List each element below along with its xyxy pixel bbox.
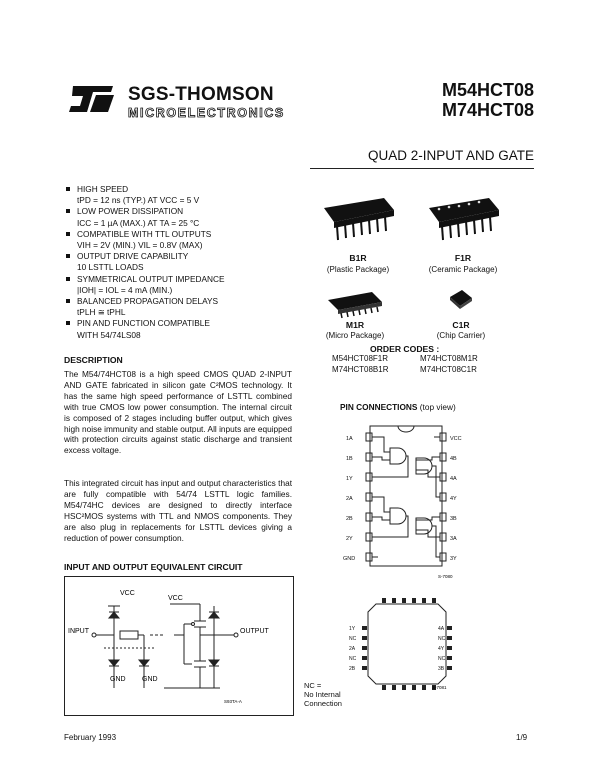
order-codes-heading: ORDER CODES : [370,344,440,354]
io-gnd-label-left: GND [110,676,126,683]
package-desc-f1r: (Ceramic Package) [428,265,498,274]
description-paragraph-1: The M54/74HCT08 is a high speed CMOS QUAD 2-INPUT AND GATE fabricated in silicon gate C²MOS technology. It has the same high speed performance of LSTTL combined with true CMOS low power consumption. The internal circuit is composed of 2 stages including buffer output, which gives high noise immunity and stable output. All inputs are equipped with protection circuits against static discharge and transient excess voltage. [64,369,292,456]
dip-pinout-diagram [340,422,470,582]
footer-date: February 1993 [64,733,117,742]
micro-package-image [320,288,390,320]
feature-item: BALANCED PROPAGATION DELAYS [64,296,294,307]
cc-pin-label: 1Y [349,626,356,632]
cc-pin-label: NC [438,636,446,642]
feature-item: COMPATIBLE WITH TTL OUTPUTS [64,229,294,240]
plastic-dip-package-image [320,192,400,248]
feature-item: OUTPUT DRIVE CAPABILITY [64,251,294,262]
feature-detail: ICC = 1 µA (MAX.) AT TA = 25 °C [77,217,200,228]
cc-pin-label: NC [349,636,357,642]
package-code-c1r: C1R [452,320,470,330]
pin-label: 3Y [450,556,457,562]
feature-item: HIGH SPEED [64,184,294,195]
io-circuit-heading: INPUT AND OUTPUT EQUIVALENT CIRCUIT [64,562,243,572]
pin-label: 2A [346,496,353,502]
feature-detail: 10 LSTTL LOADS [77,262,144,273]
feature-item: LOW POWER DISSIPATION [64,206,294,217]
page-title: QUAD 2-INPUT AND GATE [367,148,534,163]
feature-detail: VIH = 2V (MIN.) VIL = 0.8V (MAX) [77,240,203,251]
package-desc-b1r: (Plastic Package) [326,265,390,274]
brand-name: SGS-THOMSON [128,84,274,105]
pin-label: 1B [346,456,353,462]
cc-pin-label: 2B [349,666,356,672]
nc-note: NC = No Internal Connection [304,681,342,708]
package-desc-m1r: (Micro Package) [325,331,385,340]
pin-label: 3A [450,536,457,542]
io-output-label: OUTPUT [240,628,269,635]
ceramic-dip-package-image [425,192,505,248]
cc-pin-label: 4Y [438,646,445,652]
cc-pin-label: 2A [349,646,356,652]
pin-connections-title [340,402,456,412]
io-equivalent-circuit-diagram [64,576,294,716]
io-input-label: INPUT [68,628,89,635]
pin-label: 4A [450,476,457,482]
division-name: MICROELECTRONICS [128,106,285,120]
page-number: 1/9 [516,733,528,742]
io-vcc-label-left: VCC [120,590,135,597]
feature-item: PIN AND FUNCTION COMPATIBLE [64,318,294,329]
package-desc-c1r: (Chip Carrier) [436,331,486,340]
feature-detail: tPD = 12 ns (TYP.) AT VCC = 5 V [77,195,200,206]
pin-connections-subheading: (top view) [419,402,456,412]
cc-pin-label: NC [438,656,446,662]
pin-label: 1Y [346,476,353,482]
pin-label: 1A [346,436,353,442]
order-code: M74HCT08B1R [332,365,389,374]
feature-list [64,184,294,341]
pin-connections-heading: PIN CONNECTIONS [340,402,418,412]
io-vcc-label-right: VCC [168,595,183,602]
pin-label: 2B [346,516,353,522]
package-code-m1r: M1R [345,320,365,330]
io-figure-code: S93TA-A [224,699,242,704]
description-paragraph-2: This integrated circuit has input and output characteristics that are fully compatible with 54/74 LSTTL logic families. M54/74HC devices are designed to directly interface HSC²MOS systems with TTL and NMOS components. They are also plug in replacements for LSTTL devices giving a reduction of power consumption. [64,478,292,543]
chip-carrier-pinout-diagram [346,588,466,704]
feature-detail: WITH 54/74LS08 [77,329,141,340]
pin-label: 4B [450,456,457,462]
pinout-figure-code: S-7080 [438,574,453,579]
order-code: M74HCT08C1R [420,365,477,374]
chip-carrier-package-image [446,284,476,314]
cc-pin-label: 3B [438,666,445,672]
order-code: M74HCT08M1R [420,354,478,363]
order-code: M54HCT08F1R [332,354,389,363]
io-gnd-label-mid: GND [142,676,158,683]
feature-detail: |IOH| = IOL = 4 mA (MIN.) [77,284,173,295]
pin-label: 3B [450,516,457,522]
package-code-b1r: B1R [349,253,367,263]
pin-label: GND [343,556,356,562]
feature-detail: tPLH ≅ tPHL [77,307,126,318]
cc-pin-label: 4A [438,626,445,632]
description-heading: DESCRIPTION [64,355,123,365]
cc-pin-label: NC [349,656,357,662]
chip-carrier-figure-code: S-7081 [432,685,447,690]
feature-item: SYMMETRICAL OUTPUT IMPEDANCE [64,274,294,285]
package-code-f1r: F1R [454,253,472,263]
pin-label: 2Y [346,536,353,542]
part-number-m54: M54HCT08 [441,80,534,100]
pin-label: 4Y [450,496,457,502]
pin-label: VCC [450,436,462,442]
st-logo-icon [67,82,119,116]
part-number-m74: M74HCT08 [441,100,534,120]
title-rule [310,168,534,169]
